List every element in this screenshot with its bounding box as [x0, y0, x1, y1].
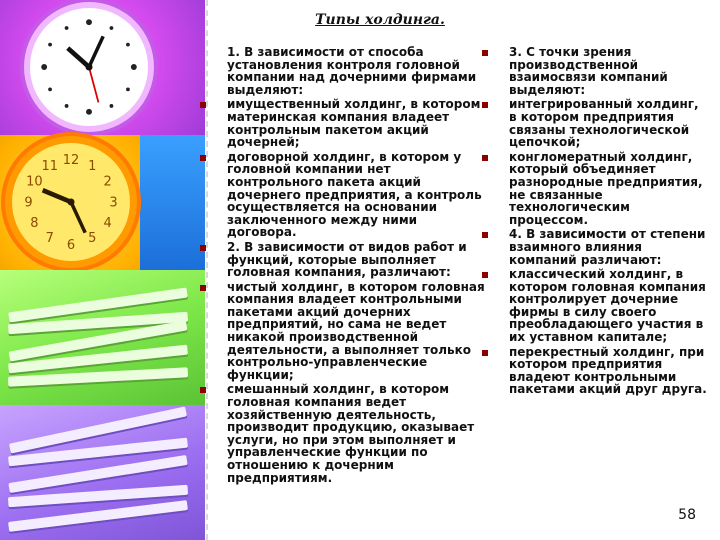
decorative-photo-strip — [0, 0, 205, 540]
list-item — [200, 383, 485, 484]
list-item-text: 3. С точки зрения производственной взаимосвязи компаний выделяют: — [509, 45, 668, 97]
list-item-text: имущественный холдинг, в котором материнская компания владеет контрольным пакетом акций дочерней; — [227, 97, 481, 150]
list-item-text: 1. В зависимости от способа установления контроля головной компании над дочерними фирмами выделяют: — [227, 45, 477, 97]
bullet-icon — [482, 50, 488, 56]
list-item — [482, 46, 707, 96]
svg-text:5: 5 — [88, 231, 97, 247]
svg-text:3: 3 — [109, 195, 118, 211]
slide-title: Типы холдинга. — [315, 12, 445, 28]
bullet-icon — [200, 102, 206, 108]
list-item-text: 2. В зависимости от видов работ и функций, которые выполняет головная компания, различают: — [227, 239, 467, 280]
list-item-text: чистый холдинг, в котором головная компания владеет контрольными пакетами акций дочерних предприятий, но сама не ведет никакой производственной деятельности, а выполняет только контрольно-управленческие функции; — [227, 279, 485, 382]
list-item — [482, 346, 707, 396]
list-item-text: 4. В зависимости от степени взаимного влияния компаний различают: — [509, 227, 706, 267]
svg-text:6: 6 — [66, 238, 76, 254]
list-item — [482, 268, 707, 344]
bullet-icon — [482, 350, 488, 356]
svg-text:9: 9 — [24, 195, 33, 211]
orange-clock-icon — [12, 143, 130, 261]
list-item — [200, 46, 485, 96]
bullet-icon — [482, 155, 488, 161]
list-item-text: смешанный холдинг, в котором головная компания ведет хозяйственную деятельность, производит продукцию, оказывает услуги, но при этом выполняет и управленческие функции по отношению к дочерним предприятиям. — [227, 382, 475, 485]
bullet-icon — [482, 232, 488, 238]
svg-text:4: 4 — [103, 215, 112, 231]
list-item-text: конгломератный холдинг, который объединяет разнородные предприятия, не связанные технологическим процессом. — [509, 149, 703, 227]
list-item — [200, 241, 485, 279]
list-item-text: договорной холдинг, в котором у головной компании нет контрольного пакета акций дочернего предприятия, а контроль осуществляется на основании заключенного между ними договора. — [227, 149, 482, 240]
left-column-list — [200, 46, 485, 484]
list-item — [482, 98, 707, 148]
violet-papers-panel — [0, 405, 205, 540]
list-item — [482, 151, 707, 227]
svg-text:8: 8 — [30, 215, 39, 231]
svg-text:11: 11 — [41, 159, 59, 175]
svg-text:1: 1 — [88, 159, 97, 175]
list-item — [482, 228, 707, 266]
bullet-icon — [200, 285, 206, 291]
bullet-icon — [200, 155, 206, 161]
bullet-icon — [482, 272, 488, 278]
list-item-text: перекрестный холдинг, при котором предприятия владеют контрольными пакетами акций друг друга. — [509, 344, 707, 397]
list-item — [200, 281, 485, 382]
wall-clock-icon — [30, 8, 148, 126]
right-column-list — [482, 46, 707, 396]
svg-text:12: 12 — [62, 153, 80, 169]
list-item-text: интегрированный холдинг, в котором предприятия связаны технологической цепочкой; — [509, 97, 699, 150]
green-papers-panel — [0, 270, 205, 405]
svg-text:7: 7 — [45, 231, 54, 247]
bullet-icon — [200, 245, 206, 251]
svg-text:2: 2 — [103, 174, 112, 190]
list-item-text: классический холдинг, в котором головная компания контролирует дочерние фирмы в силу своего преобладающего участия в их уставном капитале; — [509, 267, 706, 345]
blue-accent-panel — [140, 135, 205, 270]
svg-text:10: 10 — [26, 174, 43, 190]
list-item — [200, 151, 485, 239]
bullet-icon — [200, 387, 206, 393]
list-item — [200, 98, 485, 148]
bullet-icon — [482, 102, 488, 108]
page-number: 58 — [678, 507, 696, 523]
